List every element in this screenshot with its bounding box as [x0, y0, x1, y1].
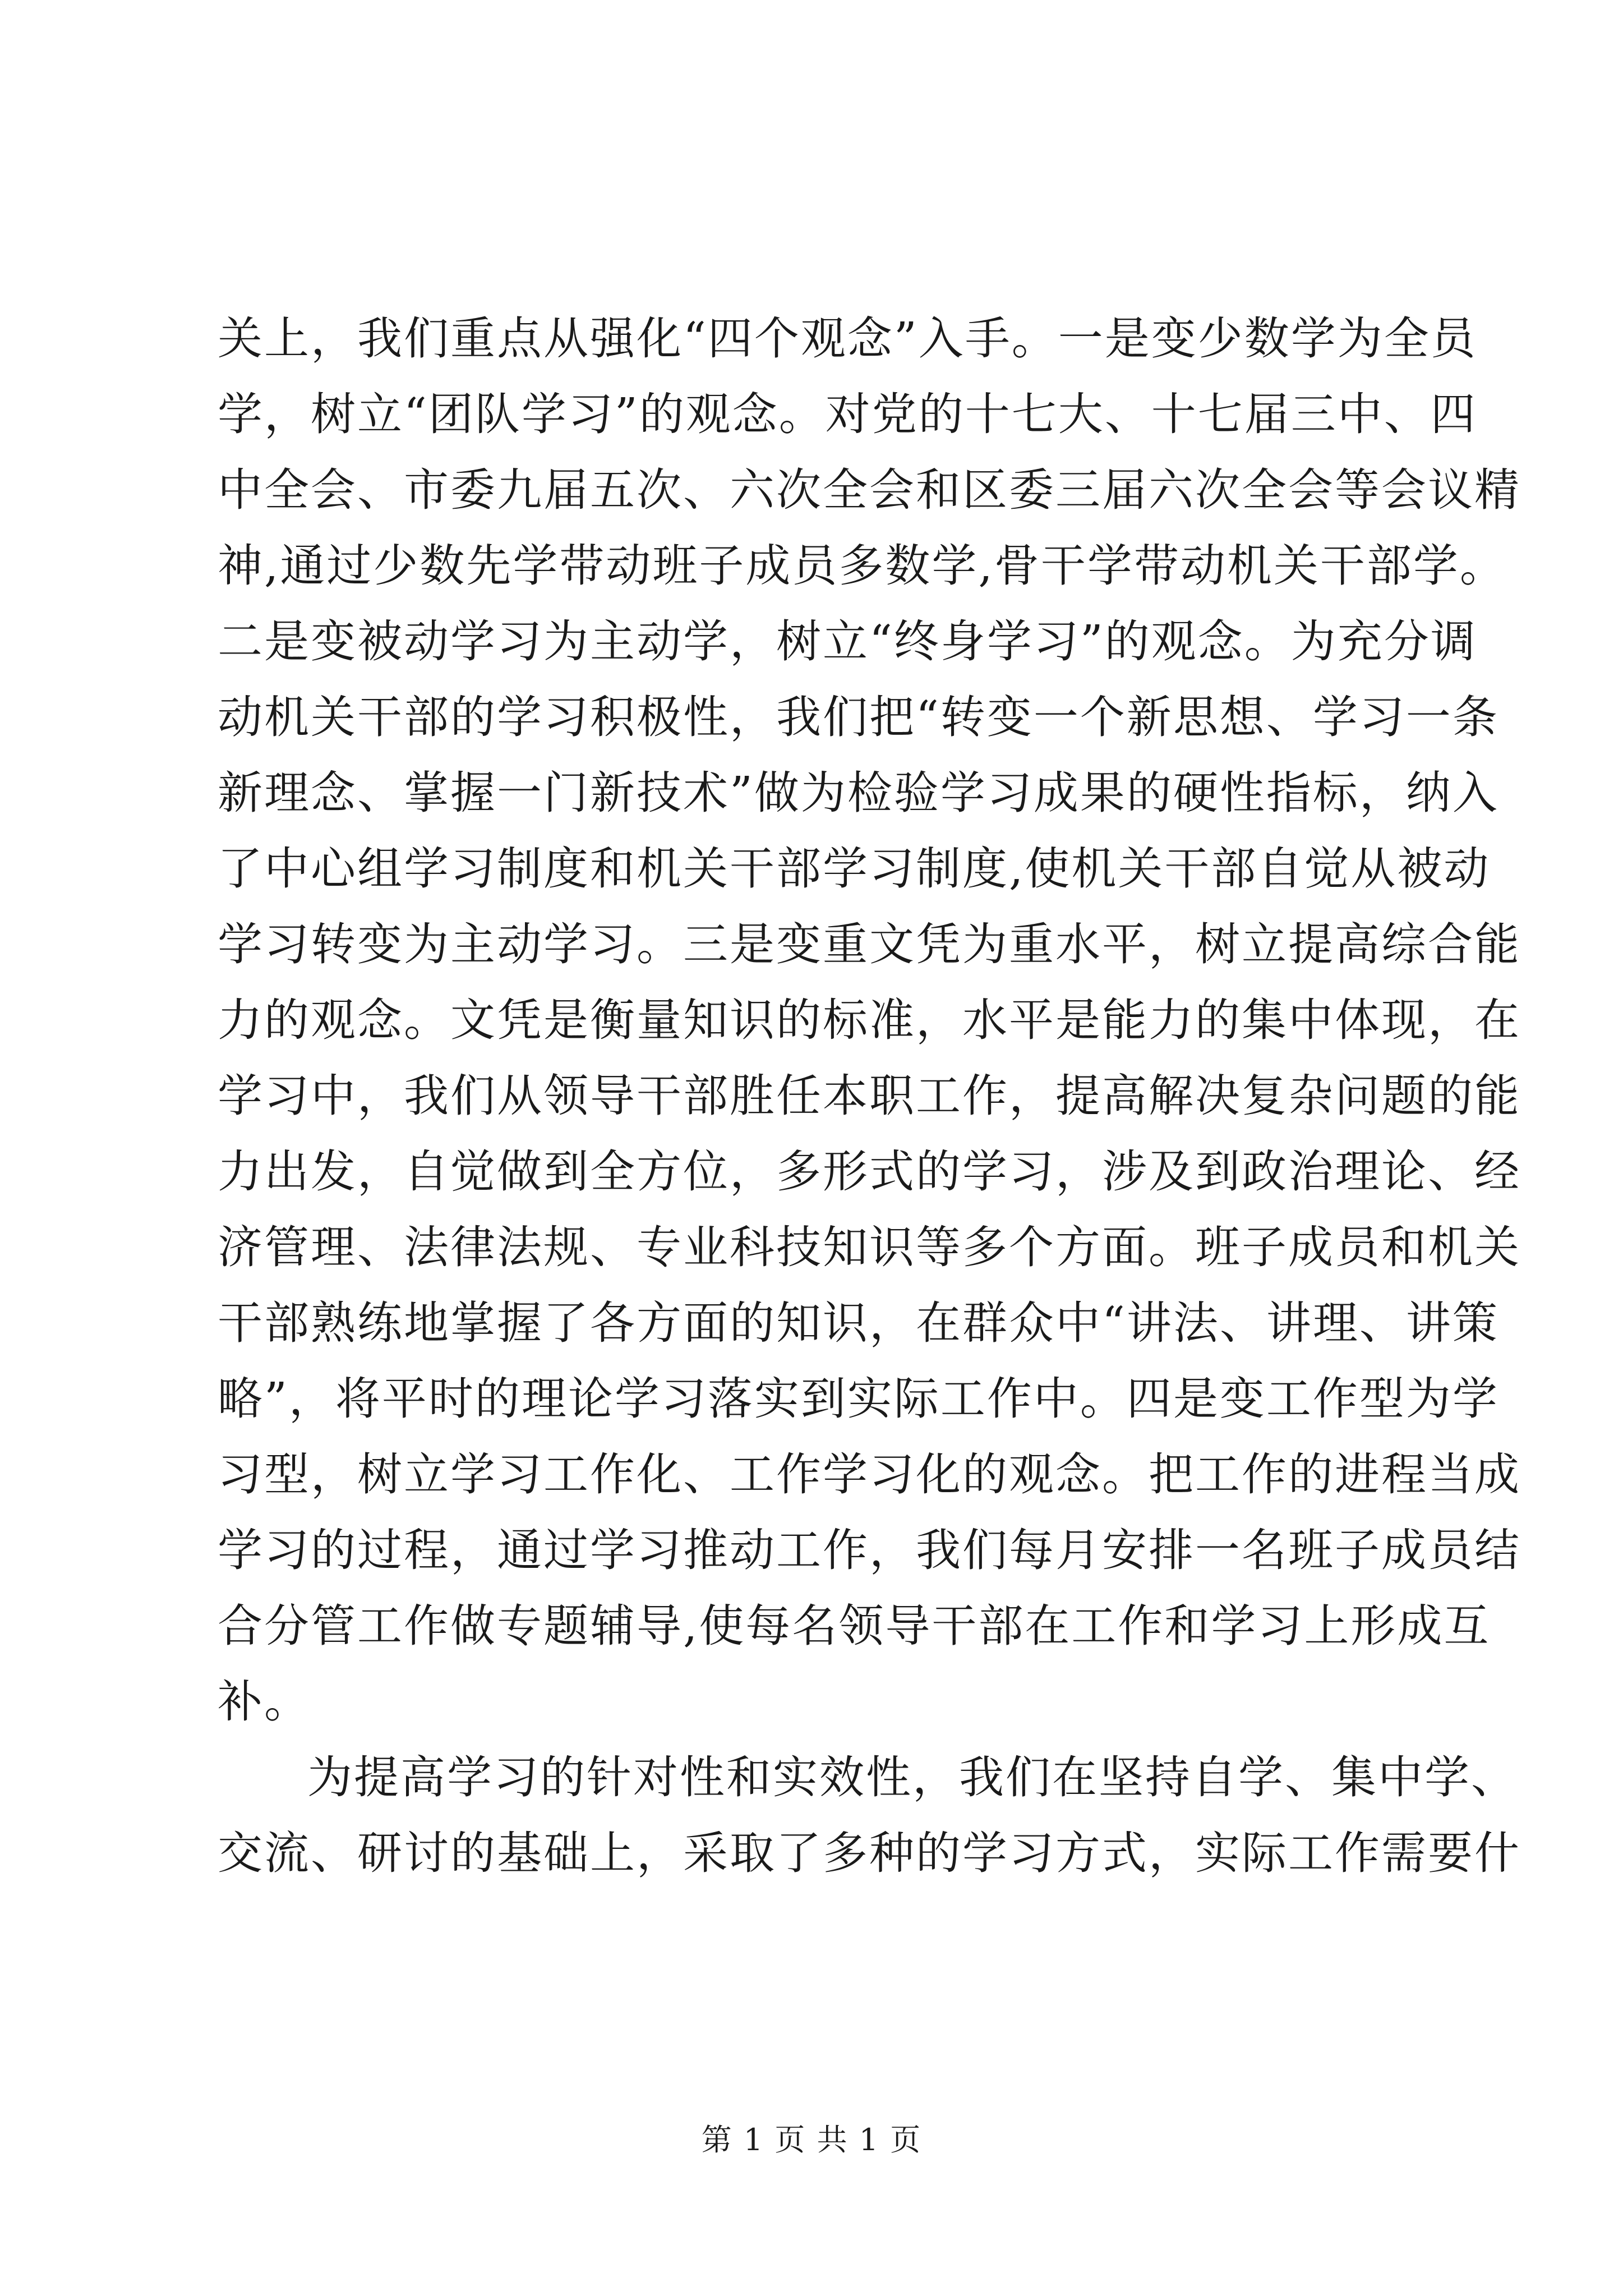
text-line: 新理念、掌握一门新技术”做为检验学习成果的硬性指标，纳入	[218, 767, 1499, 819]
text-line: 了中心组学习制度和机关干部学习制度,使机关干部自觉从被动	[218, 843, 1491, 895]
text-line: 神,通过少数先学带动班子成员多数学,骨干学带动机关干部学。	[218, 540, 1506, 592]
text-line: 略”，将平时的理论学习落实到实际工作中。四是变工作型为学	[218, 1373, 1499, 1425]
text-line: 学习中，我们从领导干部胜任本职工作，提高解决复杂问题的能	[218, 1070, 1521, 1122]
text-line: 学习转变为主动学习。三是变重文凭为重水平，树立提高综合能	[218, 918, 1521, 970]
text-line: 力出发，自觉做到全方位，多形式的学习，涉及到政治理论、经	[218, 1145, 1521, 1198]
text-line: 动机关干部的学习积极性，我们把“转变一个新思想、学习一条	[218, 691, 1499, 743]
text-line: 合分管工作做专题辅导,使每名领导干部在工作和学习上形成互	[218, 1600, 1491, 1652]
text-line: 中全会、市委九届五次、六次全会和区委三届六次全会等会议精	[218, 464, 1521, 516]
text-line-paragraph-end: 补。	[218, 1676, 311, 1728]
text-line: 干部熟练地掌握了各方面的知识，在群众中“讲法、讲理、讲策	[218, 1297, 1499, 1349]
text-line: 习型，树立学习工作化、工作学习化的观念。把工作的进程当成	[218, 1448, 1521, 1501]
text-line-paragraph-start: 为提高学习的针对性和实效性，我们在坚持自学、集中学、	[307, 1751, 1518, 1803]
document-body	[218, 301, 1521, 1891]
page-number-footer: 第 1 页 共 1 页	[701, 2122, 922, 2157]
text-line: 学习的过程，通过学习推动工作，我们每月安排一名班子成员结	[218, 1524, 1521, 1576]
text-line: 学，树立“团队学习”的观念。对党的十七大、十七届三中、四	[218, 388, 1477, 440]
text-line: 二是变被动学习为主动学，树立“终身学习”的观念。为充分调	[218, 615, 1477, 668]
text-line: 济管理、法律法规、专业科技知识等多个方面。班子成员和机关	[218, 1221, 1521, 1273]
text-line: 力的观念。文凭是衡量知识的标准，水平是能力的集中体现，在	[218, 994, 1521, 1046]
text-line: 交流、研讨的基础上，采取了多种的学习方式，实际工作需要什	[218, 1827, 1521, 1879]
text-line: 关上，我们重点从强化“四个观念”入手。一是变少数学为全员	[218, 312, 1477, 365]
